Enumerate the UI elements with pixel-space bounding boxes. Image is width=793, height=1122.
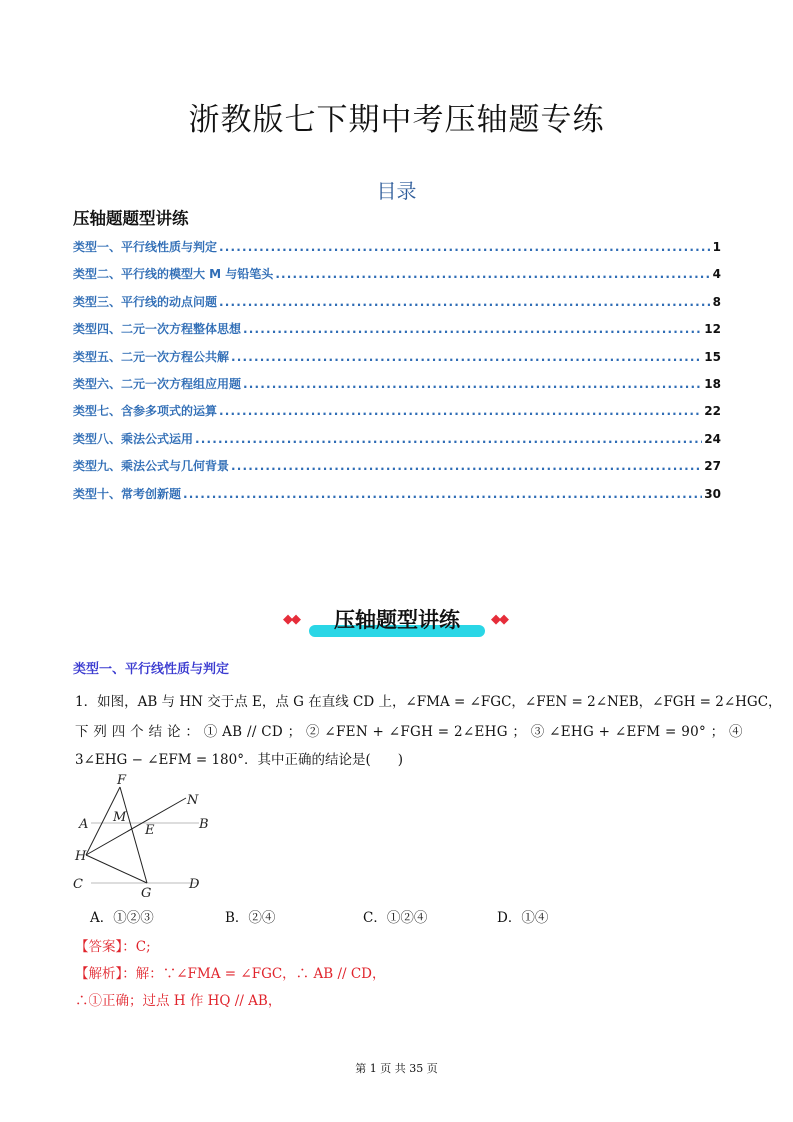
toc-item-label: 类型六、二元一次方程组应用题: [73, 376, 242, 391]
label-f: F: [117, 773, 127, 788]
diamond-icon: ◆◆: [283, 612, 299, 627]
toc-item-page: 15: [704, 349, 721, 364]
label-n: N: [187, 793, 199, 808]
answer-line: 【答案】：C;: [75, 939, 151, 955]
choice-c[interactable]: C．①②④: [363, 910, 428, 926]
toc-leader-dots: [219, 404, 702, 418]
question-line-1: 1．如图，AB 与 HN 交于点 E，点 G 在直线 CD 上，∠FMA = ∠FGC，∠FEN = 2∠NEB，∠FGH = 2∠HGC，: [75, 694, 782, 710]
toc-item-page: 4: [712, 267, 721, 282]
toc-item[interactable]: [73, 293, 721, 320]
toc-item[interactable]: [73, 238, 721, 265]
banner-title: 压轴题型讲练: [334, 608, 460, 632]
toc-item[interactable]: [73, 320, 721, 347]
label-a: A: [79, 817, 89, 832]
toc-heading: 目录: [376, 179, 417, 203]
toc-item[interactable]: [73, 485, 721, 512]
toc-leader-dots: [195, 432, 702, 446]
label-b: B: [199, 817, 209, 832]
toc-leader-dots: [219, 295, 711, 309]
toc-item[interactable]: [73, 430, 721, 457]
toc-leader-dots: [231, 350, 702, 364]
toc-section-title: 压轴题题型讲练: [73, 209, 189, 228]
toc-item-page: 24: [704, 431, 721, 446]
toc-item-page: 27: [704, 459, 721, 474]
line-hg: [86, 855, 147, 883]
toc-item-page: 12: [704, 322, 721, 337]
toc-item-label: 类型二、平行线的模型大 M 与铅笔头: [73, 267, 274, 282]
toc-leader-dots: [231, 459, 702, 473]
toc-item[interactable]: [73, 348, 721, 375]
label-m: M: [113, 810, 127, 825]
question-line-2: 下 列 四 个 结 论 ： ① AB // CD ； ② ∠FEN + ∠FGH = 2∠EHG ； ③ ∠EHG + ∠EFM = 90° ； ④: [75, 724, 743, 740]
toc-item-page: 22: [704, 404, 721, 419]
toc-item-page: 18: [704, 376, 721, 391]
analysis-line: 【解析】：解：∵∠FMA = ∠FGC，∴ AB // CD，: [75, 966, 386, 982]
choice-d[interactable]: D．①④: [497, 910, 549, 926]
toc-leader-dots: [243, 322, 702, 336]
type-section-title: 类型一、平行线性质与判定: [73, 662, 230, 677]
toc-leader-dots: [183, 487, 702, 501]
toc-item-label: 类型一、平行线性质与判定: [73, 240, 218, 254]
label-g: G: [141, 886, 152, 900]
toc-item-label: 类型八、乘法公式运用: [73, 431, 194, 446]
toc-item-label: 类型七、含参多项式的运算: [73, 404, 218, 419]
question-line-3: 3∠EHG − ∠EFM = 180°．其中正确的结论是( ): [75, 752, 404, 768]
toc-item-label: 类型十、常考创新题: [73, 486, 182, 501]
label-e: E: [145, 823, 155, 838]
line-hn: [86, 798, 186, 855]
toc-item-label: 类型五、二元一次方程公共解: [73, 349, 230, 364]
diamond-icon: ◆◆: [491, 612, 507, 627]
label-c: C: [73, 877, 83, 892]
page-footer: 第 1 页 共 35 页: [355, 1062, 438, 1075]
label-h: H: [75, 849, 87, 864]
choice-b[interactable]: B．②④: [225, 910, 276, 926]
toc-item-page: 30: [704, 486, 721, 501]
choice-a[interactable]: A．①②③: [90, 910, 154, 926]
toc-item[interactable]: [73, 265, 721, 292]
toc-leader-dots: [275, 267, 710, 281]
toc-item-page: 8: [712, 294, 721, 309]
toc-item-label: 类型四、二元一次方程整体思想: [73, 322, 242, 337]
table-of-contents: [73, 238, 721, 512]
line-fg: [120, 787, 147, 883]
toc-leader-dots: [243, 377, 702, 391]
geometry-diagram: [73, 770, 213, 900]
toc-item-page: 1: [712, 240, 721, 254]
toc-item[interactable]: [73, 402, 721, 429]
solution-step-line: ∴①正确；过点 H 作 HQ // AB，: [75, 993, 282, 1009]
toc-item[interactable]: [73, 375, 721, 402]
toc-item-label: 类型九、乘法公式与几何背景: [73, 459, 230, 474]
section-banner: [283, 601, 517, 641]
document-title: 浙教版七下期中考压轴题专练: [188, 102, 605, 138]
toc-item[interactable]: [73, 457, 721, 484]
label-d: D: [189, 877, 200, 892]
toc-item-label: 类型三、平行线的动点问题: [73, 294, 218, 309]
toc-leader-dots: [219, 240, 711, 254]
